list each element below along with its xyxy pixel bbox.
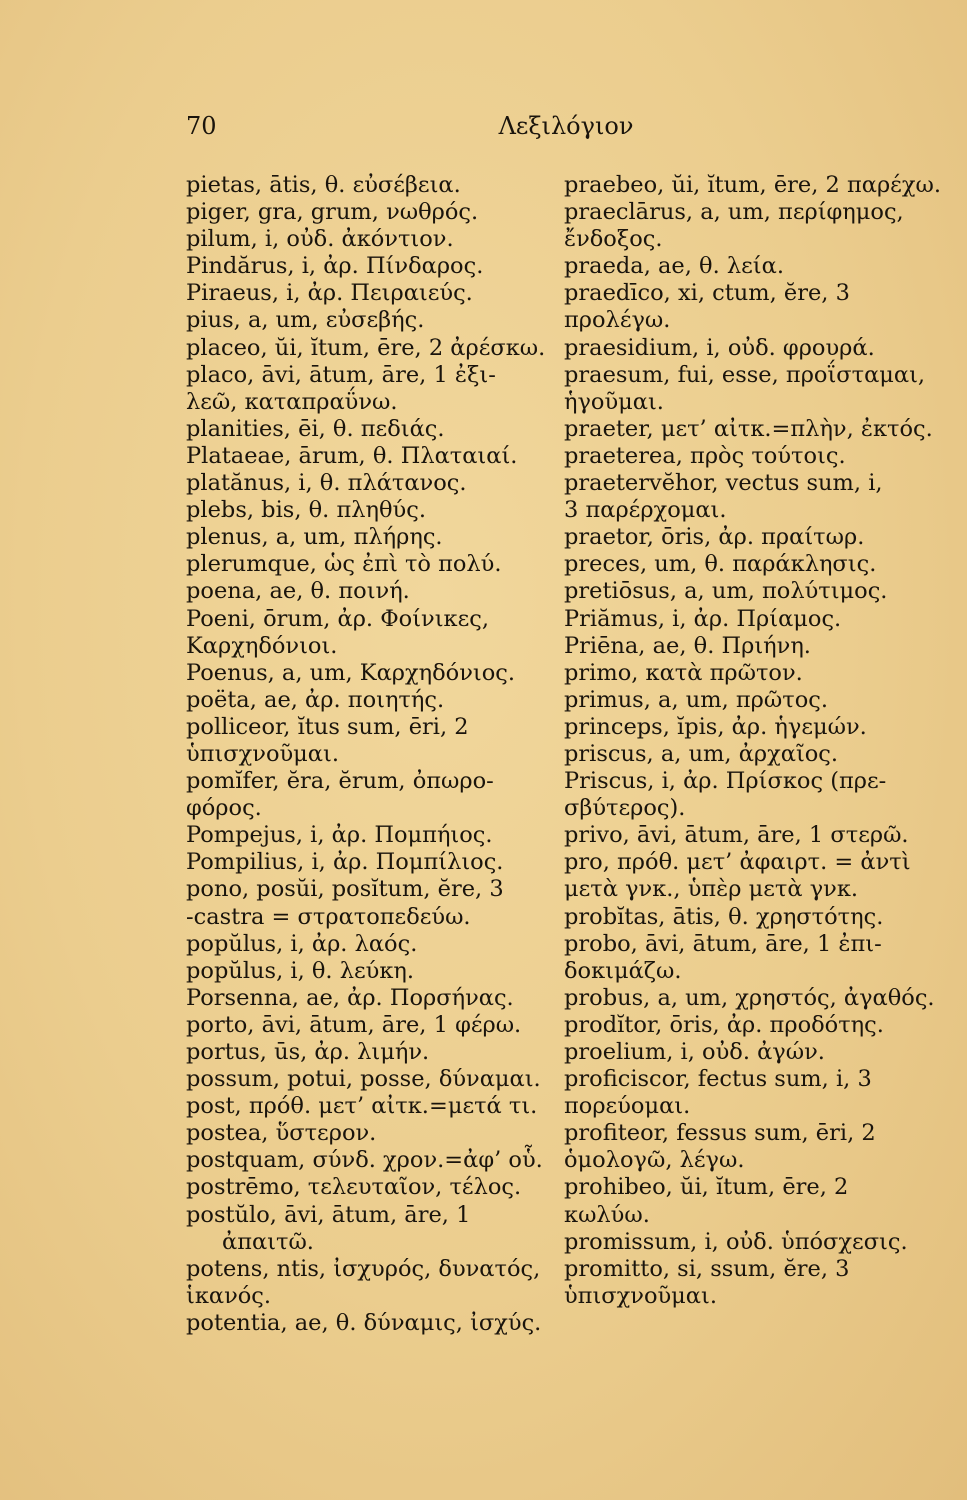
dictionary-entry [186,578,554,605]
dictionary-entry [564,904,944,931]
entry-headword-line: postrēmo, τελευταῖον, τέλος. [186,1174,522,1201]
dictionary-entry [564,660,944,687]
entry-headword-line: pono, posŭi, posĭtum, ĕre, 3 [186,876,504,903]
dictionary-entry [564,931,944,985]
dictionary-entry [564,443,944,470]
entry-headword-line: Plataeae, ārum, θ. Πλαταιαί. [186,442,518,469]
dictionary-entry [186,849,554,876]
entry-headword-line: praetor, ōris, ἀρ. πραίτωρ. [564,524,865,551]
dictionary-entry [564,985,944,1012]
entry-continuation-line: δοκιμάζω. [564,957,682,984]
entry-headword-line: praetervĕhor, vectus sum, i, [564,470,883,497]
entry-headword-line: praeterea, πρὸς τούτοις. [564,442,846,469]
entry-headword-line: praeter, μετ’ αἰτκ.=πλὴν, ἐκτός. [564,415,933,442]
entry-headword-line: piger, gra, grum, νωθρός. [186,199,479,226]
dictionary-entry [564,416,944,443]
dictionary-entry [186,931,554,958]
dictionary-entry [564,1256,944,1310]
page-number: 70 [186,112,217,140]
entry-headword-line: portus, ūs, ἀρ. λιμήν. [186,1039,430,1065]
right-column [564,172,944,1310]
entry-headword-line: postŭlo, āvi, ātum, āre, 1 ἀπαιτῶ. [186,1201,471,1255]
entry-headword-line: Poeni, ōrum, ἀρ. Φοίνικες, [186,605,490,632]
entry-continuation-line: ὑπισχνοῦμαι. [186,740,339,767]
entry-continuation-line: σβύτερος). [564,795,686,822]
entry-headword-line: Pompejus, i, ἀρ. Πομπήιος. [186,822,493,849]
dictionary-entry [186,335,554,362]
entry-headword-line: pomĭfer, ĕra, ĕrum, ὀπωρο- [186,768,494,795]
entry-headword-line: praeclārus, a, um, περίφημος, [564,199,904,226]
entry-headword-line: preces, um, θ. παράκλησις. [564,551,877,578]
dictionary-entry [564,1174,944,1228]
entry-continuation-line: ὑπισχνοῦμαι. [564,1282,717,1309]
entry-headword-line: profiteor, fessus sum, ēri, 2 [564,1120,876,1147]
dictionary-entry [564,335,944,362]
dictionary-entry [564,578,944,605]
entry-headword-line: praebeo, ŭi, ĭtum, ēre, 2 παρέχω. [564,172,941,198]
entry-headword-line: praeda, ae, θ. λεία. [564,253,784,280]
dictionary-entry [186,497,554,524]
dictionary-entry [564,633,944,660]
dictionary-entry [564,768,944,822]
dictionary-entry [564,199,944,253]
dictionary-entry [186,253,554,280]
dictionary-entry [186,606,554,660]
entry-headword-line: Priscus, i, ἀρ. Πρίσκος (πρε- [564,768,887,795]
entry-headword-line: Piraeus, i, ἀρ. Πειραιεύς. [186,280,473,307]
entry-headword-line: placeo, ŭi, ĭtum, ēre, 2 ἀρέσκω. [186,334,546,361]
entry-headword-line: pilum, i, οὐδ. ἀκόντιον. [186,226,454,253]
entry-headword-line: probus, a, um, χρηστός, ἀγαθός. [564,984,935,1011]
entry-headword-line: porto, āvi, ātum, āre, 1 φέρω. [186,1011,522,1038]
dictionary-entry [564,1229,944,1256]
dictionary-entry [186,172,554,199]
entry-headword-line: probo, āvi, ātum, āre, 1 ἐπι- [564,930,882,957]
entry-headword-line: popŭlus, i, ἀρ. λαός. [186,930,418,957]
dictionary-entry [186,1202,554,1256]
entry-headword-line: primus, a, um, πρῶτος. [564,686,828,713]
dictionary-entry [186,768,554,822]
entry-headword-line: pro, πρόθ. μετ’ ἀφαιρτ. = ἀντὶ [564,849,911,876]
entry-headword-line: prodĭtor, ōris, ἀρ. προδότης. [564,1011,884,1038]
entry-headword-line: Pompilius, i, ἀρ. Πομπίλιος. [186,849,504,876]
entry-headword-line: privo, āvi, ātum, āre, 1 στερῶ. [564,822,909,849]
dictionary-entry [186,199,554,226]
entry-headword-line: potens, ntis, ἰσχυρός, δυνατός, [186,1255,541,1282]
entry-continuation-line: Καρχηδόνιοι. [186,632,338,659]
entry-headword-line: Poenus, a, um, Καρχηδόνιος. [186,659,516,686]
dictionary-entry [564,822,944,849]
entry-headword-line: possum, potui, posse, δύναμαι. [186,1066,541,1093]
entry-headword-line: praedīco, xi, ctum, ĕre, 3 [564,280,850,307]
dictionary-entry [186,307,554,334]
entry-headword-line: promissum, i, οὐδ. ὑπόσχεσις. [564,1228,908,1255]
entry-headword-line: probĭtas, ātis, θ. χρηστότης. [564,903,884,930]
dictionary-entry [564,280,944,334]
dictionary-entry [564,362,944,416]
dictionary-entry [186,1120,554,1147]
entry-headword-line: pietas, ātis, θ. εὐσέβεια. [186,172,461,198]
dictionary-entry [186,876,554,930]
dictionary-entry [186,958,554,985]
dictionary-entry [186,443,554,470]
entry-headword-line: promitto, si, ssum, ĕre, 3 [564,1255,850,1282]
entry-headword-line: priscus, a, um, ἀρχαῖος. [564,740,839,767]
dictionary-entry [564,253,944,280]
dictionary-entry [186,1147,554,1174]
dictionary-entry [186,524,554,551]
entry-headword-line: Priēna, ae, θ. Πριήνη. [564,632,811,659]
entry-headword-line: proficiscor, fectus sum, i, 3 [564,1066,872,1093]
dictionary-entry [564,849,944,903]
entry-continuation-line: ὁμολογῶ, λέγω. [564,1147,745,1174]
entry-continuation-line: κωλύω. [564,1201,650,1228]
entry-continuation-line: προλέγω. [564,307,671,334]
dictionary-entry [564,172,944,199]
entry-headword-line: poëta, ae, ἀρ. ποιητής. [186,686,445,713]
entry-headword-line: potentia, ae, θ. δύναμις, ἰσχύς. [186,1309,542,1336]
dictionary-entry [564,551,944,578]
entry-continuation-line: ἔνδοξος. [564,226,663,253]
entry-headword-line: proelium, i, οὐδ. ἀγών. [564,1039,825,1065]
entry-headword-line: praesidium, i, οὐδ. φρουρά. [564,334,875,361]
entry-headword-line: pretiōsus, a, um, πολύτιμος. [564,578,888,605]
entry-headword-line: Priămus, i, ἀρ. Πρίαμος. [564,605,842,632]
dictionary-entry [186,362,554,416]
dictionary-entry [186,1012,554,1039]
entry-continuation-line: -castra = στρατοπεδεύω. [186,903,471,930]
entry-headword-line: plerumque, ὡς ἐπὶ τὸ πολύ. [186,551,502,578]
dictionary-entry [564,470,944,524]
dictionary-entry [564,687,944,714]
entry-headword-line: placo, āvi, ātum, āre, 1 ἐξι- [186,361,496,388]
entry-headword-line: praesum, fui, esse, προΐσταμαι, [564,361,926,388]
dictionary-entry [186,470,554,497]
entry-continuation-line: πορεύομαι. [564,1093,691,1120]
dictionary-entry [564,714,944,741]
dictionary-entry [186,1310,554,1337]
dictionary-entry [186,1066,554,1093]
dictionary-entry [186,714,554,768]
dictionary-entry [186,822,554,849]
entry-headword-line: pius, a, um, εὐσεβής. [186,307,425,334]
entry-headword-line: Porsenna, ae, ἀρ. Πορσήνας. [186,984,514,1011]
entry-headword-line: poena, ae, θ. ποινή. [186,578,410,605]
entry-continuation-line: ἱκανός. [186,1282,272,1309]
entry-headword-line: planities, ēi, θ. πεδιάς. [186,415,445,442]
dictionary-entry [564,524,944,551]
dictionary-entry [186,687,554,714]
dictionary-entry [186,551,554,578]
dictionary-entry [564,1066,944,1120]
entry-headword-line: plenus, a, um, πλήρης. [186,524,443,551]
entry-continuation-line: ἡγοῦμαι. [564,388,664,415]
entry-headword-line: prohibeo, ŭi, ĭtum, ēre, 2 [564,1174,849,1201]
entry-headword-line: postquam, σύνδ. χρον.=ἀφ’ οὗ. [186,1147,543,1174]
entry-continuation-line: μετὰ γνκ., ὑπὲρ μετὰ γνκ. [564,876,859,903]
dictionary-entry [564,1012,944,1039]
dictionary-entry [186,280,554,307]
entry-headword-line: primo, κατὰ πρῶτον. [564,659,803,686]
dictionary-entry [186,1039,554,1066]
entry-headword-line: post, πρόθ. μετ’ αἰτκ.=μετά τι. [186,1093,538,1120]
entry-continuation-line: φόρος. [186,795,262,822]
dictionary-entry [564,606,944,633]
page-header [186,112,866,146]
entry-headword-line: Pindărus, i, ἀρ. Πίνδαρος. [186,253,484,280]
entry-headword-line: postea, ὕστερον. [186,1120,377,1147]
entry-continuation-line: λεῶ, καταπραΰνω. [186,388,398,415]
dictionary-entry [186,1256,554,1310]
entry-headword-line: popŭlus, i, θ. λεύκη. [186,957,415,984]
dictionary-entry [564,1039,944,1066]
entry-headword-line: princeps, ĭpis, ἀρ. ἡγεμών. [564,713,867,740]
dictionary-entry [186,1174,554,1201]
entry-headword-line: polliceor, ĭtus sum, ēri, 2 [186,713,469,740]
entry-headword-line: platănus, i, θ. πλάτανος. [186,470,467,497]
left-column [186,172,554,1337]
dictionary-entry [186,985,554,1012]
dictionary-entry [186,226,554,253]
dictionary-entry [564,741,944,768]
entry-continuation-line: 3 παρέρχομαι. [564,497,727,524]
dictionary-entry [186,660,554,687]
dictionary-entry [186,416,554,443]
dictionary-entry [564,1120,944,1174]
entry-headword-line: plebs, bis, θ. πληθύς. [186,497,426,524]
dictionary-entry [186,1093,554,1120]
running-title: Λεξιλόγιον [498,112,634,140]
